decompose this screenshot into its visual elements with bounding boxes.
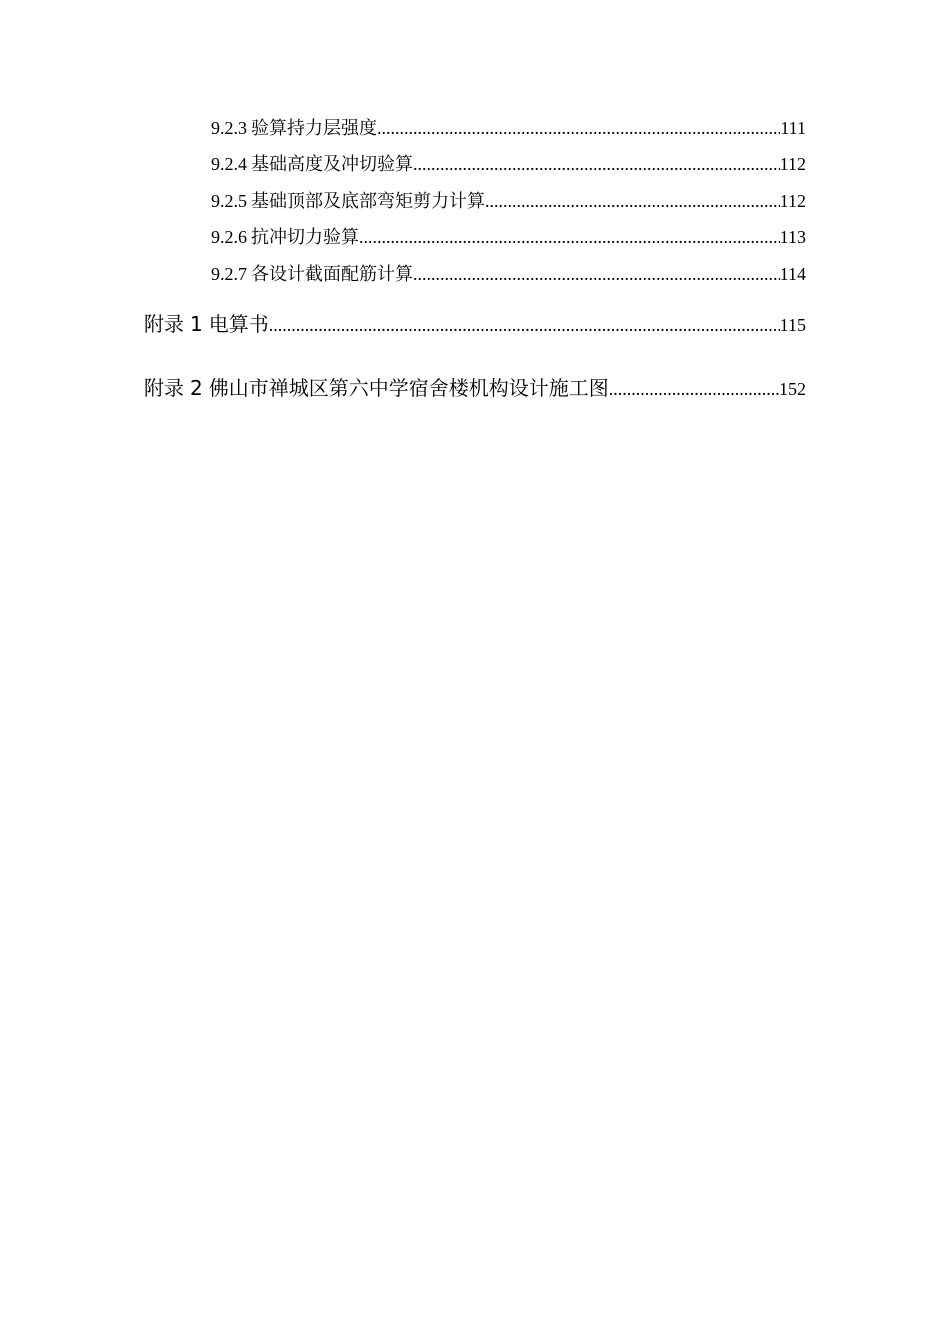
dot-leader [413,262,780,286]
section-number: 9.2.5 [211,191,247,211]
toc-entry-9-2-5[interactable] [211,189,806,213]
appendix-title: 佛山市禅城区第六中学宿舍楼机构设计施工图 [208,376,609,400]
dot-leader [609,375,779,403]
section-number: 9.2.6 [211,227,247,247]
section-title: 各设计截面配筋计算 [251,264,413,284]
appendix-label: 附录 [144,312,184,336]
page-number: 112 [779,191,806,211]
toc-entry-appendix-1[interactable] [144,310,806,339]
appendix-number: 1 [190,312,203,336]
section-title: 基础高度及冲切验算 [251,154,413,174]
section-title: 基础顶部及底部弯矩剪力计算 [251,191,485,211]
toc-entry-9-2-6[interactable] [211,225,806,249]
section-number: 9.2.7 [211,264,247,284]
dot-leader [359,225,780,249]
page-number: 114 [779,264,806,284]
dot-leader [413,152,780,176]
toc-entry-9-2-7[interactable] [211,262,806,286]
appendix-label: 附录 [144,376,184,400]
dot-leader [377,116,780,140]
toc-entry-9-2-4[interactable] [211,152,806,176]
appendix-title: 电算书 [208,312,269,336]
page-number: 152 [779,379,806,399]
toc-entry-appendix-2[interactable] [144,374,806,403]
page-number: 115 [779,315,806,335]
section-number: 9.2.3 [211,118,247,138]
page-number: 111 [780,118,806,138]
section-title: 验算持力层强度 [251,118,377,138]
section-number: 9.2.4 [211,154,247,174]
dot-leader [485,189,780,213]
toc-entry-9-2-3[interactable] [211,116,806,140]
section-title: 抗冲切力验算 [251,227,359,247]
appendix-number: 2 [190,376,203,400]
dot-leader [269,311,780,339]
page-number: 113 [779,227,806,247]
page-number: 112 [779,154,806,174]
